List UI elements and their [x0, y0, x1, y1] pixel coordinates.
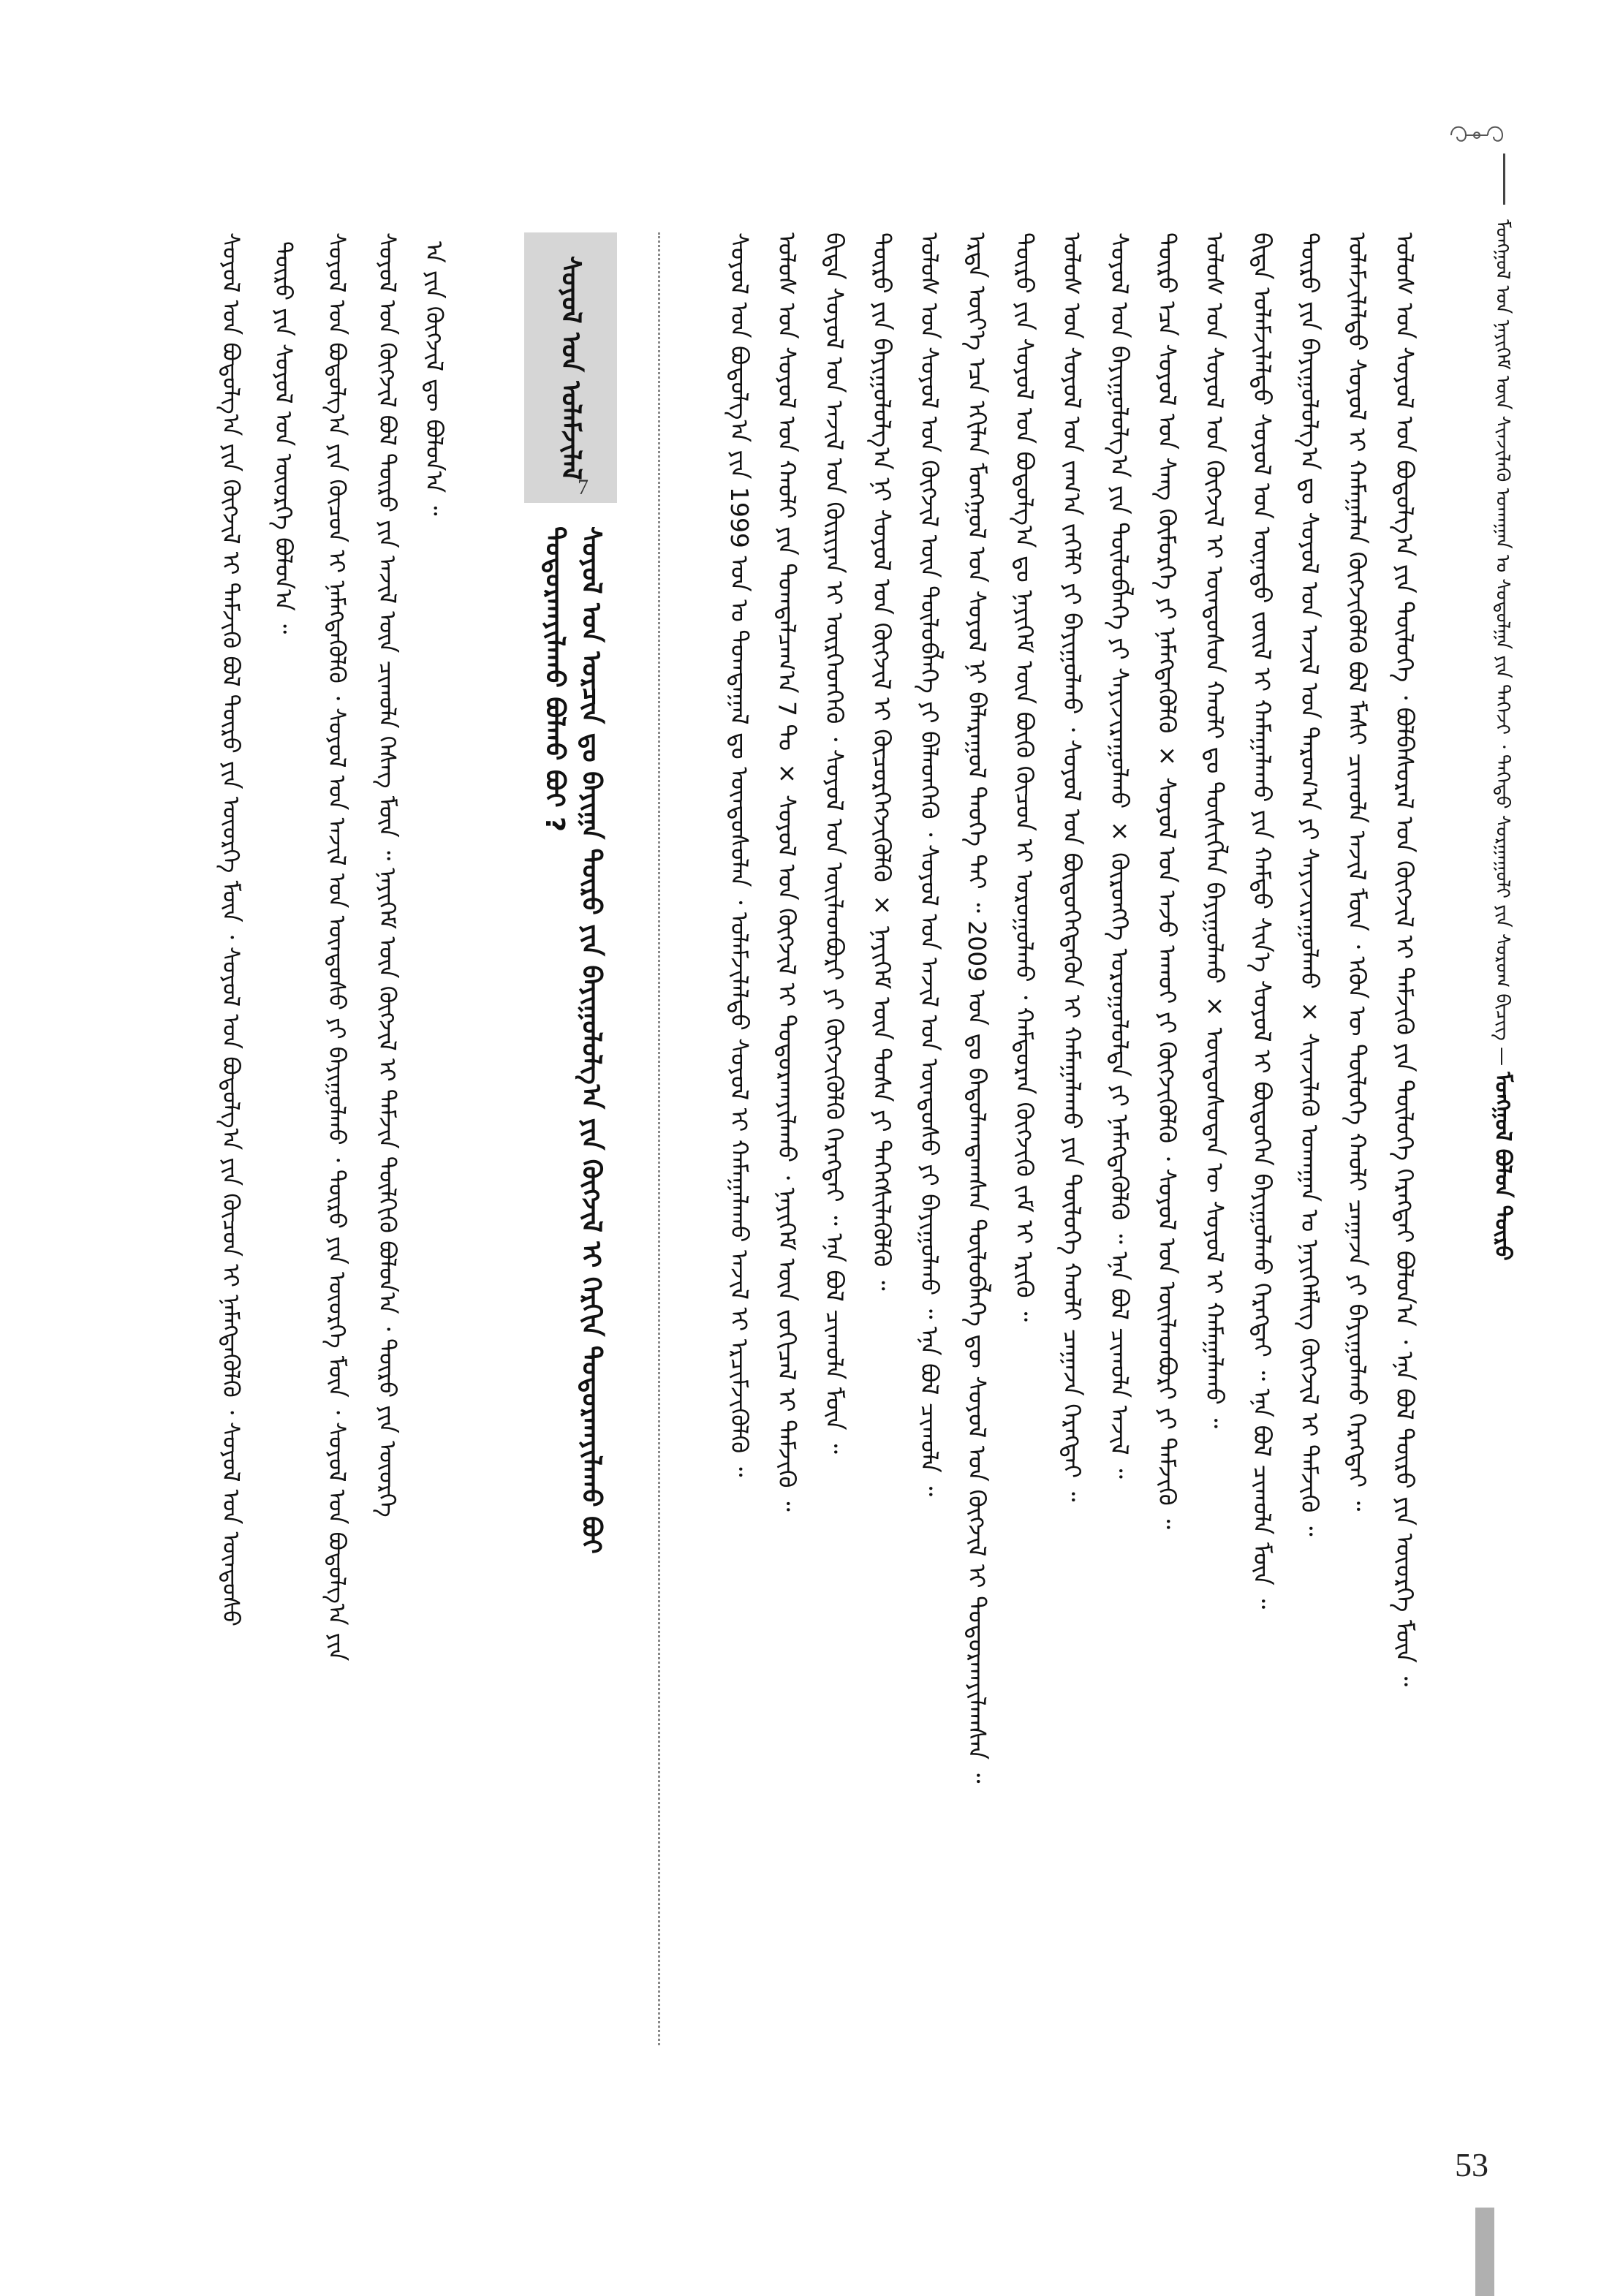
- running-header-text: ᠮᠣᠩᠭᠣᠯ ᠤᠨ ᠨᠡᠶᠢᠭᠡᠮ ᠦᠨ ᠰᠢᠨᠵᠢᠯᠡᠬᠦ ᠤᠬᠠᠭᠠᠨ ᠤ ᠰᠤᠳᠤᠯᠭᠠ ᠶᠢᠨ ᠳᠡᠭᠡᠵᠢ ᠂ ᠳᠡᠭᠡᠳᠦ ᠰᠤᠷᠭᠠᠭᠤᠯᠢ ᠶᠢᠨ ᠰᠤᠷᠤᠬ ᠪᠢᠴᠢᠭ: [1491, 219, 1513, 1041]
- body-column-3: ᠲᠥᠷᠥ ᠶᠢᠨ ᠪᠠᠶᠢᠭᠤᠯᠤᠯᠭ᠎ᠠ ᠳᠤ ᠰᠣᠶᠣᠯ ᠤᠨ ᠠᠵᠢᠯ ᠤᠨ ᠳᠠᠷᠤᠭ᠎ᠠ ᠶᠢ ᠰᠠᠶᠢᠵᠢᠷᠠᠭᠤᠯᠬᠤ × ᠰᠢᠨᠵᠢᠯᠡᠬᠦ ᠤᠬᠠᠭᠠᠨ ᠤ ᠨᠡᠶᠢᠭᠡᠮᠯᠢᠭ ᠬᠥᠭᠵᠢᠯ ᠢ ᠳᠡᠮᠵᠢᠬᠦ ᠃: [1295, 232, 1324, 1537]
- section-heading-box: ᠰᠣᠶᠣᠯ ᠤᠨ ᠤᠯᠠᠮᠵᠢᠯᠠᠯ: [524, 232, 617, 503]
- body-column-4: ᠪᠢᠳᠡ ᠤᠯᠠᠮᠵᠢᠯᠠᠯᠲᠤ ᠰᠣᠶᠣᠯ ᠤᠨ ᠦᠨᠡᠲᠦ ᠵᠦᠢᠯ ᠢ ᠬᠠᠮᠠᠭᠠᠯᠠᠬᠤ ᠶᠢᠨ ᠬᠠᠮᠲᠤ ᠰᠢᠨ᠎ᠡ ᠰᠣᠶᠣᠯ ᠢ ᠪᠦᠲᠦᠭᠡᠨ ᠪᠠᠶᠢᠭᠤᠯᠬᠤ ᠬᠡᠷᠡᠭᠲᠡᠢ ᠃ ᠡᠨᠡ ᠪᠣᠯ ᠴᠢᠬᠤᠯᠠ ᠮᠥᠨ ᠃: [1248, 232, 1276, 1610]
- dotted-divider: [658, 232, 660, 2045]
- body-column-14: ᠤᠯᠤᠰ ᠤᠨ ᠰᠣᠶᠣᠯ ᠤᠨ ᠬᠠᠤᠯᠢ ᠶᠢᠨ ᠲᠣᠭᠲᠠᠯᠴᠠᠭ᠎ᠠ 7 ᠲᠤ × ᠰᠣᠶᠣᠯ ᠤᠨ ᠬᠥᠭᠵᠢᠯ ᠢ ᠲᠣᠳᠣᠷᠬᠠᠶᠢᠯᠠᠬᠤ ᠂ ᠨᠡᠶᠢᠭᠡᠮ ᠦᠨ ᠵᠣᠬᠢᠴᠠᠯ ᠢ ᠳᠡᠮᠵᠢᠬᠦ ᠃: [773, 232, 801, 1512]
- body-column-11: ᠤᠯᠤᠰ ᠤᠨ ᠰᠣᠶᠣᠯ ᠤᠨ ᠬᠥᠭᠵᠢᠯ ᠦᠨ ᠲᠥᠯᠥᠪᠯᠡᠭᠡ ᠶᠢ ᠪᠡᠯᠡᠳᠬᠡᠬᠦ ᠂ ᠰᠣᠶᠣᠯ ᠤᠨ ᠠᠵᠢᠯ ᠤᠨ ᠦᠨᠳᠦᠰᠦ ᠶᠢ ᠪᠠᠶᠢᠭᠤᠯᠬᠤ ᠃ ᠡᠨᠡ ᠪᠣᠯ ᠴᠢᠬᠤᠯᠠ ᠃: [915, 232, 944, 1496]
- body-column-9: ᠲᠥᠷᠥ ᠶᠢᠨ ᠰᠣᠶᠣᠯ ᠤᠨ ᠪᠣᠳᠣᠯᠭ᠎ᠠ ᠳᠤ ᠨᠡᠶᠢᠭᠡᠮ ᠦᠨ ᠪᠦᠬᠦ ᠬᠦᠴᠦᠨ ᠢ ᠣᠷᠤᠭᠤᠯᠬᠤ ᠂ ᠬᠠᠮᠲᠤᠷᠠᠨ ᠬᠥᠭᠵᠢᠬᠦ ᠵᠠᠮ ᠢ ᠡᠷᠢᠬᠦ ᠃: [1010, 232, 1039, 1322]
- scroll-ornament-icon: [1444, 117, 1510, 154]
- header-rule: [1503, 154, 1505, 205]
- body-column-5: ᠤᠯᠤᠰ ᠤᠨ ᠰᠣᠶᠣᠯ ᠤᠨ ᠬᠥᠭᠵᠢᠯ ᠢ ᠦᠨᠳᠦᠰᠦᠨ ᠬᠠᠤᠯᠢ ᠳᠤ ᠲᠦᠰᠢᠭᠯᠡᠨ ᠪᠠᠶᠢᠭᠤᠯᠬᠤ × ᠦᠨᠳᠦᠰᠦᠲᠡᠨ ᠦ ᠰᠣᠶᠣᠯ ᠢ ᠬᠠᠮᠠᠭᠠᠯᠠᠬᠤ ᠃: [1200, 232, 1229, 1428]
- body-column-15: ᠰᠣᠶᠣᠯ ᠤᠨ ᠪᠣᠳᠣᠯᠭ᠎ᠠ ᠶᠢᠨ 1999 ᠣᠨ ᠤ ᠲᠣᠭᠲᠠᠭᠠᠯ ᠳᠤ ᠦᠨᠳᠦᠰᠦᠯᠡᠨ ᠂ ᠤᠯᠠᠮᠵᠢᠯᠠᠯᠲᠤ ᠰᠣᠶᠣᠯ ᠢ ᠬᠠᠮᠠᠭᠠᠯᠠᠬᠤ ᠠᠵᠢᠯ ᠢ ᠡᠷᠴᠢᠮᠵᠢᠭᠦᠯᠬᠦ ᠃: [725, 232, 754, 1477]
- page-edge-tab: [1475, 2208, 1494, 2296]
- section-title-line-2: ᠲᠣᠳᠣᠷᠬᠠᠶᠢᠯᠠᠬᠤ ᠪᠣᠯᠬᠤ ᠪᠤᠢ ?: [540, 526, 570, 833]
- running-header-separator: —: [1491, 1047, 1513, 1072]
- body-column-12: ᠲᠥᠷᠥ ᠶᠢᠨ ᠪᠠᠶᠢᠭᠤᠯᠤᠯᠭ᠎ᠠ ᠨᠢ ᠰᠣᠶᠣᠯ ᠤᠨ ᠬᠥᠭᠵᠢᠯ ᠢ ᠬᠦᠴᠦᠷᠬᠡᠭᠵᠢᠭᠦᠯᠬᠦ × ᠨᠡᠶᠢᠭᠡᠮ ᠦᠨ ᠲᠤᠰᠠ ᠶᠢ ᠳᠡᠭᠡᠭᠰᠢᠯᠡᠭᠦᠯᠬᠦ ᠃: [868, 232, 896, 1291]
- body-column-1: ᠤᠯᠤᠰ ᠤᠨ ᠰᠣᠶᠣᠯ ᠤᠨ ᠪᠣᠳᠣᠯᠭ᠎ᠠ ᠶᠢᠨ ᠲᠥᠯᠥᠭᠡ ᠂ ᠪᠣᠯᠪᠠᠰᠤᠷᠠᠯ ᠤᠨ ᠬᠥᠭᠵᠢᠯ ᠢ ᠳᠡᠮᠵᠢᠬᠦ ᠶᠢᠨ ᠲᠥᠯᠥᠭᠡ ᠬᠡᠷᠡᠭᠲᠡᠢ ᠪᠣᠯᠤᠨ᠎ᠠ ᠂ ᠡᠨᠡ ᠪᠣᠯ ᠲᠥᠷᠥ ᠶᠢᠨ ᠦᠦᠷᠭᠡ ᠮᠥᠨ ᠃: [1391, 232, 1419, 1687]
- section-number: 7: [578, 475, 589, 499]
- bottom-column-3: ᠰᠣᠶᠣᠯ ᠤᠨ ᠪᠣᠳᠣᠯᠭ᠎ᠠ ᠶᠢᠨ ᠬᠦᠴᠦᠨ ᠢ ᠨᠡᠮᠡᠭᠳᠡᠭᠦᠯᠬᠦ ᠂ ᠰᠣᠶᠣᠯ ᠤᠨ ᠠᠵᠢᠯ ᠤᠨ ᠦᠨᠳᠦᠰᠦ ᠶᠢ ᠪᠠᠶᠢᠭᠤᠯᠬᠤ ᠂ ᠲᠥᠷᠥ ᠶᠢᠨ ᠦᠦᠷᠭᠡ ᠮᠥᠨ ᠂ ᠰᠣᠶᠣᠯ ᠤᠨ ᠪᠣᠳᠣᠯᠭ᠎ᠠ ᠶᠢᠨ: [323, 232, 351, 1662]
- bottom-column-4: ᠲᠥᠷᠥ ᠶᠢᠨ ᠰᠣᠶᠣᠯ ᠤᠨ ᠦᠦᠷᠭᠡ ᠪᠣᠯᠤᠨ᠎ᠠ ᠃: [270, 241, 298, 634]
- body-column-7: ᠰᠣᠶᠣᠯ ᠤᠨ ᠪᠠᠶᠢᠭᠤᠯᠤᠯᠭ᠎ᠠ ᠶᠢᠨ ᠲᠥᠯᠥᠪᠯᠡᠭᠡ ᠶᠢ ᠰᠠᠶᠢᠵᠢᠷᠠᠭᠤᠯᠬᠤ × ᠬᠥᠷᠥᠩᠭᠡ ᠣᠷᠤᠭᠤᠯᠤᠯᠲᠠ ᠶᠢ ᠨᠡᠮᠡᠭᠳᠡᠭᠦᠯᠬᠦ ᠃ ᠡᠨᠡ ᠪᠣᠯ ᠴᠢᠬᠤᠯᠠ ᠠᠵᠢᠯ ᠃: [1105, 232, 1134, 1479]
- body-column-6: ᠲᠥᠷᠥ ᠡᠴᠡ ᠰᠣᠶᠣᠯ ᠤᠨ ᠰᠠᠩ ᠬᠥᠮᠥᠷᠭᠡ ᠶᠢ ᠨᠡᠮᠡᠭᠳᠡᠭᠦᠯᠬᠦ × ᠰᠣᠶᠣᠯ ᠤᠨ ᠠᠵᠤ ᠠᠬᠤᠢ ᠶᠢ ᠬᠥᠭᠵᠢᠭᠦᠯᠬᠦ ᠂ ᠰᠣᠶᠣᠯ ᠤᠨ ᠦᠢᠯᠡᠳᠪᠦᠷᠢ ᠶᠢ ᠳᠡᠮᠵᠢᠬᠦ ᠃: [1153, 232, 1181, 1530]
- running-header: [1490, 219, 1516, 1272]
- section-title-line-1: ᠰᠣᠶᠣᠯ ᠤᠨ ᠣᠷᠴᠢᠨ ᠳᠤ ᠪᠠᠶᠢᠭᠠ ᠲᠥᠷᠥ ᠶᠢᠨ ᠪᠠᠶᠢᠭᠤᠯᠤᠯᠭ᠎ᠠ ᠶᠢᠨ ᠬᠥᠭᠵᠢᠯ ᠢ ᠬᠡᠷᠬᠢᠨ ᠲᠣᠳᠣᠷᠬᠠᠶᠢᠯᠠᠬᠤ ᠪᠤᠢ: [576, 526, 606, 1554]
- page-number: 53: [1455, 2146, 1488, 2183]
- body-column-8: ᠤᠯᠤᠰ ᠤᠨ ᠰᠣᠶᠣᠯ ᠤᠨ ᠵᠠᠬ᠎ᠠ ᠵᠡᠭᠡᠯᠢ ᠶᠢ ᠪᠠᠶᠢᠭᠤᠯᠬᠤ ᠂ ᠰᠣᠶᠣᠯ ᠤᠨ ᠪᠦᠲᠦᠭᠡᠭᠳᠡᠬᠦᠨ ᠢ ᠬᠠᠮᠠᠭᠠᠯᠠᠬᠤ ᠶᠢᠨ ᠲᠥᠯᠥᠭᠡ ᠬᠠᠤᠯᠢ ᠴᠠᠭᠠᠵᠠ ᠬᠡᠷᠡᠭᠲᠡᠢ ᠃: [1058, 232, 1086, 1502]
- running-header-bold: ᠮᠣᠩᠭᠣᠯ ᠪᠣᠯᠣᠨ ᠲᠥᠷᠥ: [1490, 1072, 1516, 1261]
- bottom-column-5: ᠰᠣᠶᠣᠯ ᠤᠨ ᠪᠣᠳᠣᠯᠭ᠎ᠠ ᠶᠢᠨ ᠬᠥᠭᠵᠢᠯ ᠢ ᠳᠡᠮᠵᠢᠬᠦ ᠪᠣᠯ ᠲᠥᠷᠥ ᠶᠢᠨ ᠦᠦᠷᠭᠡ ᠮᠥᠨ ᠂ ᠰᠣᠶᠣᠯ ᠤᠨ ᠪᠣᠳᠣᠯᠭ᠎ᠠ ᠶᠢᠨ ᠬᠦᠴᠦᠨ ᠢ ᠨᠡᠮᠡᠭᠳᠡᠭᠦᠯᠬᠦ ᠂ ᠰᠣᠶᠣᠯ ᠤᠨ ᠦᠨᠳᠦᠰᠦ: [217, 232, 245, 1626]
- body-column-2: ᠤᠯᠠᠮᠵᠢᠯᠠᠯᠲᠤ ᠰᠣᠶᠣᠯ ᠢ ᠬᠠᠮᠠᠭᠠᠯᠠᠨ ᠬᠥᠭᠵᠢᠭᠦᠯᠬᠦ ᠪᠣᠯ ᠮᠠᠰᠢ ᠴᠢᠬᠤᠯᠠ ᠠᠵᠢᠯ ᠮᠥᠨ ᠂ ᠡᠭᠦᠨ ᠦ ᠲᠥᠯᠥᠭᠡ ᠬᠠᠤᠯᠢ ᠴᠠᠭᠠᠵᠠ ᠶᠢ ᠪᠠᠶᠢᠭᠤᠯᠬᠤ ᠬᠡᠷᠡᠭᠲᠡᠢ ᠃: [1343, 232, 1372, 1512]
- body-column-13: ᠪᠢᠳᠡ ᠰᠣᠶᠣᠯ ᠤᠨ ᠠᠵᠢᠯ ᠤᠨ ᠬᠦᠷᠢᠶᠡᠨ ᠢ ᠥᠷᠭᠡᠳᠭᠡᠬᠦ ᠂ ᠰᠣᠶᠣᠯ ᠤᠨ ᠦᠢᠯᠡᠳᠪᠦᠷᠢ ᠶᠢ ᠬᠥᠭᠵᠢᠭᠦᠯᠬᠦ ᠬᠡᠷᠡᠭᠲᠡᠢ ᠃ ᠡᠨᠡ ᠪᠣᠯ ᠴᠢᠬᠤᠯᠠ ᠮᠥᠨ ᠃: [820, 232, 849, 1454]
- bottom-column-2: ᠰᠣᠶᠣᠯ ᠤᠨ ᠬᠥᠭᠵᠢᠯ ᠪᠣᠯ ᠲᠥᠷᠥ ᠶᠢᠨ ᠠᠵᠢᠯ ᠦᠨ ᠴᠢᠬᠤᠯᠠ ᠬᠡᠰᠡᠭ ᠮᠥᠨ ᠃ ᠨᠡᠶᠢᠭᠡᠮ ᠦᠨ ᠬᠥᠭᠵᠢᠯ ᠢ ᠳᠡᠮᠵᠢᠨ ᠲᠦᠯᠬᠢᠬᠦ ᠪᠣᠯᠤᠨ᠎ᠠ ᠂ ᠲᠥᠷᠥ ᠶᠢᠨ ᠦᠦᠷᠭᠡ: [374, 232, 401, 1518]
- body-column-10: ᠡᠷᠲᠡ ᠦᠶ᠎ᠡ ᠡᠴᠡ ᠡᠬᠢᠯᠡᠨ ᠮᠣᠩᠭᠣᠯ ᠤᠨ ᠰᠣᠶᠣᠯ ᠨᠢ ᠪᠠᠯᠠᠷᠠᠭᠤᠯ ᠲᠡᠦᠬᠡ ᠲᠡᠢ ᠃ 2009 ᠣᠨ ᠳᠤ ᠪᠠᠲᠤᠯᠠᠭᠳᠠᠭᠰᠠᠨ ᠲᠥᠯᠥᠪᠯᠡᠭᠡ ᠳᠦ ᠰᠣᠶᠣᠯ ᠤᠨ ᠬᠥᠭᠵᠢᠯ ᠢ ᠲᠣᠳᠣᠷᠬᠠᠶᠢᠯᠠᠭᠰᠠᠨ ᠃: [963, 232, 991, 1784]
- bottom-column-1: ᠠ ᠶᠢᠨ ᠬᠥᠭᠵᠢᠯ ᠳᠦ ᠪᠣᠯᠤᠨ᠎ᠠ ᠃: [420, 241, 448, 516]
